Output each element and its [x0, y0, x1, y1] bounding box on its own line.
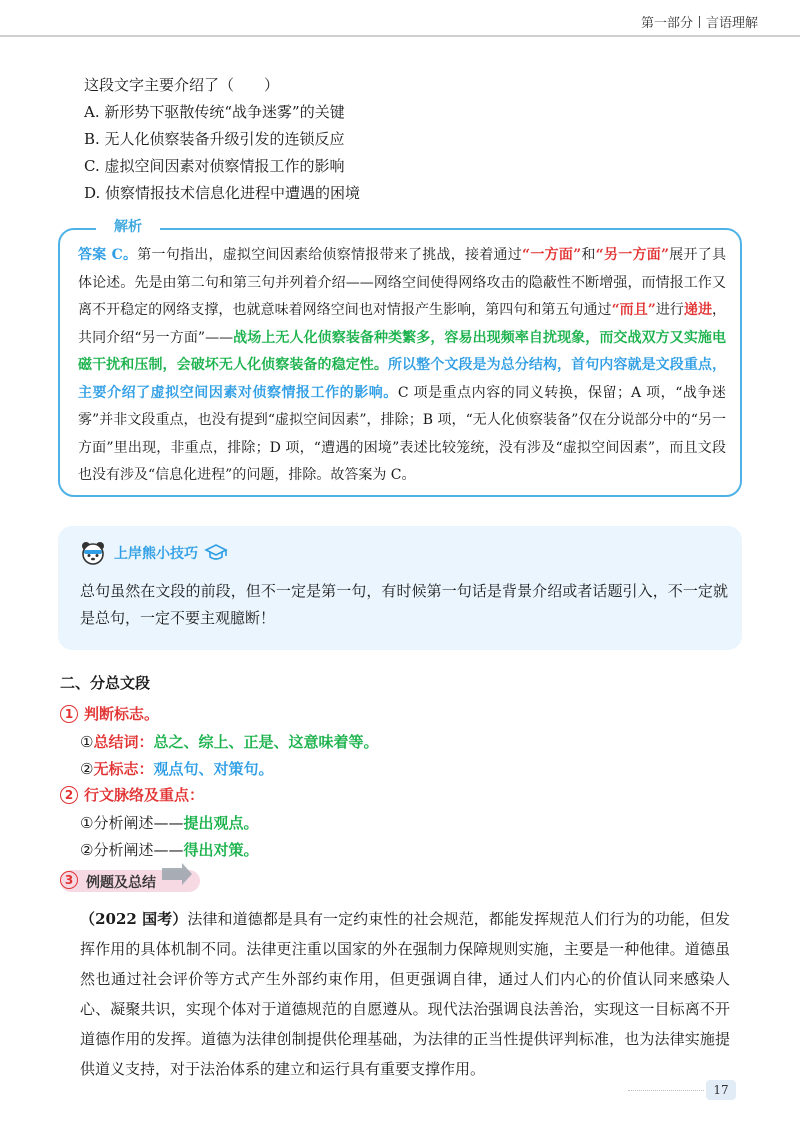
item-label: 无标志：: [93, 760, 154, 778]
item-marker: ②: [80, 760, 94, 778]
item-marker: ①: [80, 814, 94, 832]
section-heading: 二、分总文段: [60, 674, 151, 692]
point-1-item-1: [80, 731, 378, 752]
page-number: 17: [706, 1080, 736, 1100]
option-d: D. 侦察情报技术信息化进程中遭遇的困境: [84, 184, 361, 202]
item-content: 得出对策。: [183, 841, 259, 859]
analysis-seg: ，共同介绍“另一方面”——: [78, 302, 727, 346]
tip-text: 总句虽然在文段的前段，但不一定是第一句，有时候第一句话是背景介绍或者话题引入，不一定就是总句，一定不要主观臆断！: [80, 582, 728, 627]
highlight-green: 战场上无人化侦察装备种类繁多，容易出现频率自扰现象，而交战双方又实施电磁干扰和压制，会破坏无人化侦察装备的稳定性。: [78, 329, 726, 373]
bear-mascot-icon: [80, 540, 106, 566]
analysis-seg: 和: [581, 247, 596, 263]
example-source: （2022 国考）: [80, 910, 188, 928]
point-2: [60, 784, 204, 805]
point-label: 判断标志。: [84, 705, 160, 723]
highlight-red: “而且”: [611, 302, 656, 318]
analysis-seg: 进行: [655, 302, 684, 318]
item-label: 分析阐述——: [93, 841, 184, 859]
number-badge: 1: [60, 705, 78, 723]
item-label: 总结词：: [93, 733, 154, 751]
arrow-icon: [160, 862, 194, 888]
item-marker: ②: [80, 841, 94, 859]
item-label: 分析阐述——: [93, 814, 184, 832]
analysis-text: [78, 242, 726, 490]
tip-header: [80, 540, 228, 566]
number-badge: 2: [60, 786, 78, 804]
number-badge: 3: [60, 871, 78, 889]
example-heading-label: 例题及总结: [86, 875, 156, 891]
analysis-seg: 展开了具体论述。先是由第二句和第三句并列着介绍——网络空间使得网络攻击的隐蔽性不断增强，而情报工作又离不开稳定的网络支撑，也就意味着网络空间也对情报产生影响，第四句和第五句通过: [78, 247, 726, 318]
point-1-item-2: [80, 758, 273, 779]
analysis-seg: 第一句指出，虚拟空间因素给侦察情报带来了挑战，接着通过: [137, 247, 523, 263]
header-divider: [0, 35, 800, 37]
item-content: 提出观点。: [183, 814, 259, 832]
highlight-red: 递进: [683, 302, 713, 318]
example-body: 法律和道德都是具有一定约束性的社会规范，都能发挥规范人们行为的功能，但发挥作用的具体机制不同。法律更注重以国家的外在强制力保障规则实施，主要是一种他律。道德虽然也通过社会评价等方式产生外部约束作用，但更强调自律，通过人们内心的价值认同来感染人心、凝聚共识，实现个体对于道德规范的自愿遵从。现代法治强调良法善治，实现这一目标离不开道德作用的发挥。道德为法律创制提供伦理基础，为法律的正当性提供评判标准，也为法律实施提供道义支持，对于法治体系的建立和运行具有重要支撑作用。: [80, 910, 730, 1078]
graduation-cap-icon: [204, 543, 228, 563]
option-a: A. 新形势下驱散传统“战争迷雾”的关键: [84, 103, 345, 121]
option-c: C. 虚拟空间因素对侦察情报工作的影响: [84, 157, 345, 175]
analysis-seg: C 项是重点内容的同义转换，保留；A 项，“战争迷雾”并非文段重点，也没有提到“虚拟空间因素”，排除；B 项，“无人化侦察装备”仅在分说部分中的“另一方面”里出现，非重点，排除；D 项，“遭遇的困境”表述比较笼统，没有涉及“虚拟空间因素”，而且文段也没有涉及“信息化进程”的问题，排除。故答案为 C。: [78, 384, 726, 483]
highlight-blue: 所以整个文段是为总分结构，首句内容就是文段重点，主要介绍了虚拟空间因素对侦察情报工作的影响。: [78, 357, 727, 401]
item-content: 观点句、对策句。: [153, 760, 274, 778]
item-content: 总之、综上、正是、这意味着等。: [153, 733, 379, 751]
highlight-red: “一方面”: [522, 247, 582, 263]
analysis-title: 解析: [96, 216, 160, 238]
page-header: [0, 0, 800, 44]
point-1: [60, 703, 159, 724]
example-passage: [80, 904, 730, 1084]
point-label: 行文脉络及重点：: [84, 786, 205, 804]
tip-title: 上岸熊小技巧: [114, 546, 198, 562]
option-b: B. 无人化侦察装备升级引发的连锁反应: [84, 130, 345, 148]
question-stem: 这段文字主要介绍了（ ）: [84, 76, 280, 94]
highlight-red: “另一方面”: [595, 247, 669, 263]
point-2-item-2: [80, 839, 258, 860]
point-2-item-1: [80, 812, 258, 833]
page-dots: [628, 1090, 704, 1091]
answer-label: 答案 C。: [78, 247, 138, 263]
section-title: 第一部分丨言语理解: [640, 16, 758, 31]
item-marker: ①: [80, 733, 94, 751]
